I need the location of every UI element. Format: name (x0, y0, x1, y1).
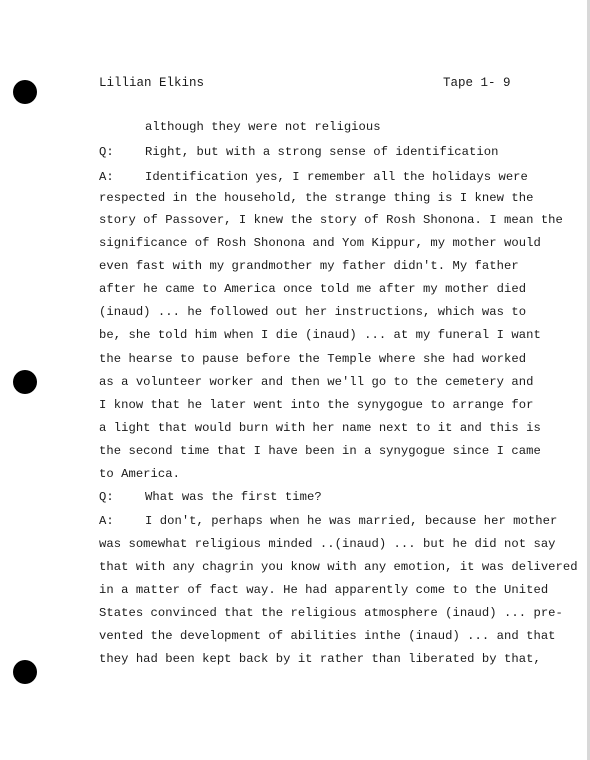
transcript-line (99, 560, 578, 574)
line-text: story of Passover, I knew the story of Rosh Shonona. I mean the (99, 213, 563, 227)
line-text: to America. (99, 467, 181, 481)
transcript-line (99, 606, 563, 620)
interviewee-name: Lillian Elkins (99, 76, 205, 90)
transcript-line (99, 352, 526, 366)
line-text: What was the first time? (145, 490, 322, 504)
speaker-label: A: (99, 170, 114, 184)
transcript-line (99, 145, 498, 159)
line-text: Identification yes, I remember all the holidays were (145, 170, 528, 184)
binder-hole-top (13, 80, 37, 104)
speaker-label: Q: (99, 490, 114, 504)
tape-page-label: Tape 1- 9 (443, 76, 511, 90)
line-text: the hearse to pause before the Temple where she had worked (99, 352, 527, 366)
line-text: (inaud) ... he followed out her instructions, which was to (99, 305, 527, 319)
transcript-line (99, 305, 526, 319)
line-text: although they were not religious (145, 120, 381, 134)
transcript-line (99, 328, 541, 342)
transcript-line (99, 467, 180, 481)
transcript-line (99, 629, 556, 643)
transcript-line (99, 120, 381, 134)
transcript-line (99, 236, 541, 250)
transcript-line (99, 191, 533, 205)
line-text: the second time that I have been in a synygogue since I came (99, 444, 541, 458)
line-text: after he came to America once told me after my mother died (99, 282, 527, 296)
line-text: States convinced that the religious atmosphere (inaud) ... pre- (99, 606, 563, 620)
line-text: in a matter of fact way. He had apparently come to the United (99, 583, 549, 597)
speaker-label: Q: (99, 145, 114, 159)
transcript-line (99, 213, 563, 227)
binder-hole-bottom (13, 660, 37, 684)
transcript-line (99, 490, 322, 504)
line-text: a light that would burn with her name next to it and this is (99, 421, 541, 435)
line-text: that with any chagrin you know with any emotion, it was delivered (99, 560, 578, 574)
transcript-line (99, 282, 526, 296)
transcript-line (99, 421, 541, 435)
transcript-line (99, 170, 528, 184)
binder-hole-middle (13, 370, 37, 394)
transcript-line (99, 259, 519, 273)
transcript-line (99, 537, 556, 551)
line-text: vented the development of abilities inthe (inaud) ... and that (99, 629, 556, 643)
line-text: they had been kept back by it rather than liberated by that, (99, 652, 541, 666)
transcript-line (99, 583, 548, 597)
transcript-line (99, 398, 533, 412)
line-text: I don't, perhaps when he was married, because her mother (145, 514, 558, 528)
transcript-line (99, 514, 557, 528)
speaker-label: A: (99, 514, 114, 528)
transcript-line (99, 375, 533, 389)
line-text: significance of Rosh Shonona and Yom Kippur, my mother would (99, 236, 541, 250)
transcript-line (99, 652, 541, 666)
line-text: was somewhat religious minded ..(inaud) ... but he did not say (99, 537, 556, 551)
line-text: as a volunteer worker and then we'll go to the cemetery and (99, 375, 534, 389)
line-text: respected in the household, the strange thing is I knew the (99, 191, 534, 205)
line-text: be, she told him when I die (inaud) ... at my funeral I want (99, 328, 541, 342)
transcript-line (99, 444, 541, 458)
line-text: I know that he later went into the synygogue to arrange for (99, 398, 534, 412)
line-text: Right, but with a strong sense of identification (145, 145, 499, 159)
line-text: even fast with my grandmother my father didn't. My father (99, 259, 519, 273)
